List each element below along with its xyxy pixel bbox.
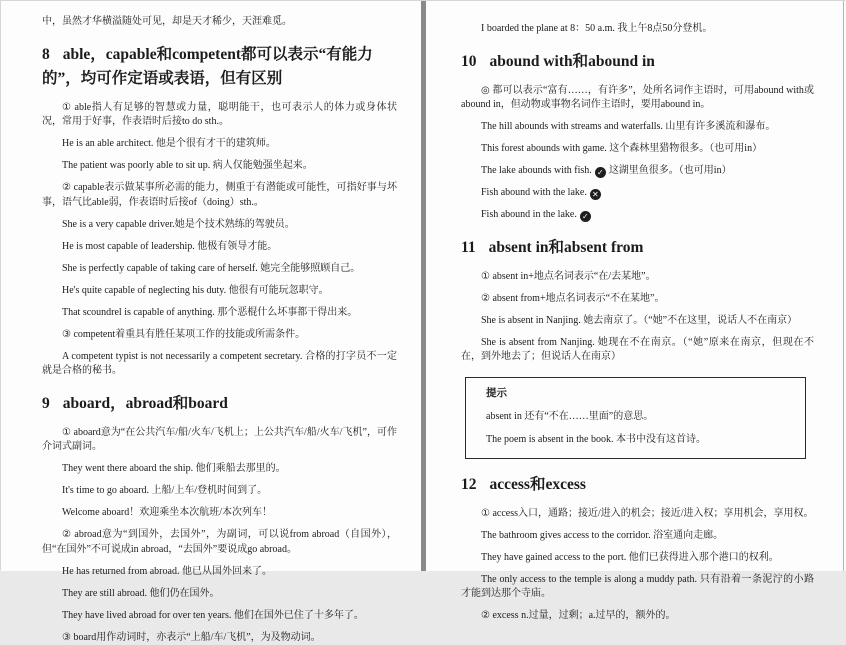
page-right xyxy=(426,1,846,571)
paragraph xyxy=(42,328,397,343)
sentence-text: She is perfectly capable of taking care of herself. 她完全能够照顾自己。 xyxy=(62,263,360,274)
section-number: 9 xyxy=(42,395,50,412)
sentence-text: ① access入口，通路；接近/进入的机会；接近/进入权；享用机会，享用权。 xyxy=(481,508,814,519)
example-sentence xyxy=(461,336,814,365)
paragraph xyxy=(42,101,397,130)
paragraph xyxy=(461,292,814,307)
example-sentence xyxy=(42,218,397,233)
example-sentence xyxy=(461,551,814,566)
tip-box-title: 提示 xyxy=(486,387,791,401)
sentence-text: ② abroad意为“到国外，去国外”，为副词，可以说from abroad（自国外），但“在国外”不可说成in abroad，“去国外”要说成go abroad。 xyxy=(42,529,397,555)
sentence-text: They went there aboard the ship. 他们乘船去那里的。 xyxy=(62,463,286,474)
tip-box-line: absent in 还有“不在……里面”的意思。 xyxy=(486,410,791,425)
paragraph xyxy=(461,270,814,285)
sentence-text: Fish abound in the lake. xyxy=(481,209,577,220)
sentence-text: Fish abound with the lake. xyxy=(481,187,587,198)
sentence-text: She is absent in Nanjing. 她去南京了。（“她”不在这里，说话人不在南京） xyxy=(481,315,797,326)
sentence-text: He is most capable of leadership. 他极有领导才能。 xyxy=(62,241,277,252)
example-sentence xyxy=(461,208,814,223)
example-sentence xyxy=(461,186,814,201)
sentence-text: ① absent in+地点名词表示“在/去某地”。 xyxy=(481,271,656,282)
incorrect-icon: ✕ xyxy=(590,189,601,200)
sentence-text: She is a very capable driver.她是个技术熟练的驾驶员。 xyxy=(62,219,295,230)
sentence-text: He's quite capable of neglecting his duty. 他很有可能玩忽职守。 xyxy=(62,285,329,296)
sentence-text: They are still abroad. 他们仍在国外。 xyxy=(62,588,219,599)
example-sentence xyxy=(42,506,397,521)
example-sentence xyxy=(42,484,397,499)
sentence-text: They have gained access to the port. 他们已获得进入那个港口的权利。 xyxy=(481,552,779,563)
sentence-text: They have lived abroad for over ten years. 他们在国外已住了十多年了。 xyxy=(62,610,364,621)
sentence-text: That scoundrel is capable of anything. 那个恶棍什么坏事都干得出来。 xyxy=(62,307,357,318)
sentence-text: It's time to go aboard. 上船/上车/登机时间到了。 xyxy=(62,485,267,496)
sentence-text: I boarded the plane at 8：50 a.m. 我上午8点50分登机。 xyxy=(481,23,712,34)
paragraph xyxy=(42,528,397,557)
tip-box-line: The poem is absent in the book. 本书中没有这首诗。 xyxy=(486,433,791,448)
paragraph xyxy=(42,15,397,30)
example-sentence xyxy=(42,137,397,152)
example-sentence xyxy=(42,462,397,477)
sentence-text: ◎ 都可以表示“富有……，有许多”，处所名词作主语时，可用abound with或abound in，但动物或事物名词作主语时，要用abound in。 xyxy=(461,85,814,111)
sentence-text: ② capable表示做某事所必需的能力，侧重于有潜能或可能性，可指好事与坏事，语气比able弱，作表语时后接of（doing）sth.。 xyxy=(42,182,397,208)
section-title: abound with和abound in xyxy=(490,53,655,70)
sentence-text: A competent typist is not necessarily a competent secretary. 合格的打字员不一定就是合格的秘书。 xyxy=(42,351,397,377)
sentence-text: She is absent from Nanjing. 她现在不在南京。（“她”原来在南京，但现在不在，到外地去了；但说话人在南京） xyxy=(461,337,814,363)
paragraph xyxy=(42,631,397,645)
section-heading xyxy=(42,43,397,91)
paragraph xyxy=(42,181,397,210)
example-sentence xyxy=(42,565,397,580)
paragraph xyxy=(461,84,814,113)
sentence-text: ② absent from+地点名词表示“不在某地”。 xyxy=(481,293,664,304)
sentence-text: The hill abounds with streams and waterfalls. 山里有许多溪流和瀑布。 xyxy=(481,121,775,132)
sentence-text: 中，虽然才华横溢随处可见，却是天才稀少，天涯难觅。 xyxy=(42,16,292,27)
section-heading xyxy=(461,50,814,74)
example-sentence xyxy=(42,159,397,174)
section-number: 10 xyxy=(461,53,477,70)
tip-box xyxy=(465,377,806,459)
sentence-text: The lake abounds with fish. xyxy=(481,165,592,176)
correct-icon: ✓ xyxy=(580,211,591,222)
example-sentence xyxy=(42,587,397,602)
section-number: 8 xyxy=(42,46,50,63)
section-heading xyxy=(461,236,814,260)
section-number: 12 xyxy=(461,476,477,493)
section-heading xyxy=(461,473,814,497)
section-number: 11 xyxy=(461,239,476,256)
section-heading xyxy=(42,392,397,416)
example-sentence xyxy=(42,350,397,379)
example-sentence xyxy=(42,240,397,255)
sentence-text: ② excess n.过量，过剩；a.过早的，额外的。 xyxy=(481,610,676,621)
example-sentence xyxy=(461,22,814,37)
correct-icon: ✓ xyxy=(595,167,606,178)
paragraph xyxy=(42,426,397,455)
section-title: able，capable和competent都可以表示“有能力的”，均可作定语或表语，但有区别 xyxy=(42,46,373,87)
example-sentence xyxy=(461,120,814,135)
sentence-text: The patient was poorly able to sit up. 病人仅能勉强坐起来。 xyxy=(62,160,313,171)
sentence-text: He has returned from abroad. 他已从国外回来了。 xyxy=(62,566,272,577)
sentence-text: He is an able architect. 他是个很有才干的建筑师。 xyxy=(62,138,276,149)
example-sentence xyxy=(42,306,397,321)
paragraph xyxy=(461,609,814,624)
example-sentence xyxy=(42,609,397,624)
page-right-edge xyxy=(843,1,844,571)
example-sentence xyxy=(461,164,814,179)
sentence-text: This forest abounds with game. 这个森林里猎物很多。（也可用in） xyxy=(481,143,762,154)
example-sentence xyxy=(42,262,397,277)
example-sentence xyxy=(461,529,814,544)
sentence-text: ③ competent着重具有胜任某项工作的技能或所需条件。 xyxy=(62,329,305,340)
example-sentence xyxy=(42,284,397,299)
page-left xyxy=(1,1,422,571)
sentence-text: ③ board用作动词时，亦表示“上船/车/飞机”，为及物动词。 xyxy=(62,632,321,643)
section-title: aboard，abroad和board xyxy=(63,395,228,412)
sentence-text: Welcome aboard！欢迎乘坐本次航班/本次列车！ xyxy=(62,507,272,518)
sentence-text: The only access to the temple is along a muddy path. 只有沿着一条泥泞的小路才能到达那个寺庙。 xyxy=(461,574,814,600)
sentence-text: ① aboard意为“在公共汽车/船/火车/飞机上；上公共汽车/船/火车/飞机”，可作介词式副词。 xyxy=(42,427,397,453)
sentence-text-after-icon: 这湖里鱼很多。（也可用in） xyxy=(609,165,732,176)
sentence-text: ① able指人有足够的智慧或力量，聪明能干，也可表示人的体力或身体状况，常用于好事，作表语时后接to do sth.。 xyxy=(42,102,397,128)
paragraph xyxy=(461,507,814,522)
section-title: absent in和absent from xyxy=(489,239,644,256)
example-sentence xyxy=(461,573,814,602)
sentence-text: The bathroom gives access to the corridor. 浴室通向走廊。 xyxy=(481,530,723,541)
example-sentence xyxy=(461,314,814,329)
example-sentence xyxy=(461,142,814,157)
section-title: access和excess xyxy=(490,476,586,493)
